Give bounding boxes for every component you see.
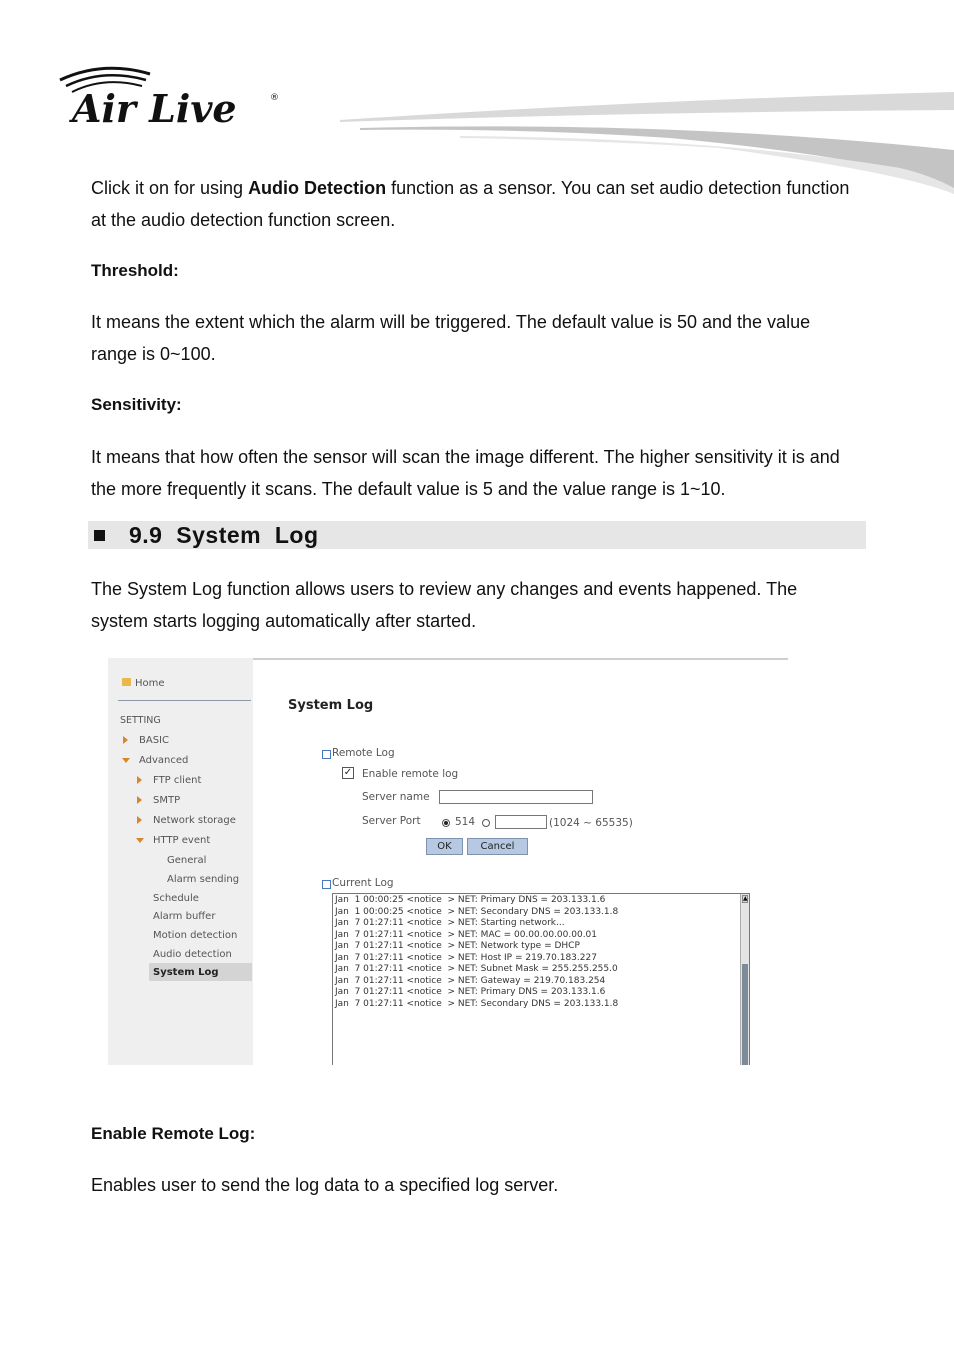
sidebar-item-network-storage[interactable]: Network storage: [153, 815, 236, 826]
collapse-arrow-icon[interactable]: [136, 838, 144, 843]
sidebar-item-alarm-buffer[interactable]: Alarm buffer: [153, 911, 216, 922]
sidebar-item-advanced[interactable]: Advanced: [139, 755, 189, 766]
enable-remote-log-checkbox[interactable]: ✓: [343, 767, 353, 778]
bullet-square-icon: [94, 530, 105, 541]
registered-mark: ®: [270, 93, 279, 103]
threshold-text: It means the extent which the alarm will be triggered. The default value is 50 and the value range is 0~100.: [91, 312, 811, 364]
system-log-description: The System Log function allows users to review any changes and events happened. The system starts logging automatically after started.: [91, 579, 798, 631]
section-title: 9.9 System Log: [129, 522, 319, 548]
server-name-input[interactable]: [439, 790, 593, 804]
sidebar-item-basic[interactable]: BASIC: [139, 735, 169, 746]
log-line: Jan 7 01:27:11 <notice > NET: Gateway = 219.70.183.254: [335, 975, 606, 986]
intro-paragraph: Click it on for using Audio Detection function as a sensor. You can set audio detection function at the audio detection function screen.: [91, 178, 850, 230]
sidebar-item-ftp-client[interactable]: FTP client: [153, 775, 202, 786]
enable-remote-log-heading: Enable Remote Log:: [91, 1124, 256, 1143]
log-line: Jan 1 00:00:25 <notice > NET: Secondary DNS = 203.133.1.8: [335, 906, 619, 917]
sidebar-item-motion-detection[interactable]: Motion detection: [153, 930, 238, 941]
log-scrollbar[interactable]: [740, 894, 749, 1065]
log-lines: [335, 895, 618, 1010]
enable-remote-log-label: Enable remote log: [362, 768, 459, 780]
current-log-label: Current Log: [332, 877, 394, 889]
expand-arrow-icon[interactable]: [123, 736, 128, 744]
sidebar-item-home[interactable]: Home: [135, 678, 165, 689]
sidebar-item-alarm-sending[interactable]: Alarm sending: [167, 874, 240, 885]
expand-arrow-icon[interactable]: [137, 776, 142, 784]
expand-arrow-icon[interactable]: [137, 816, 142, 824]
section-heading-bar: [88, 521, 866, 549]
settings-sidebar: [108, 658, 253, 1065]
log-line: Jan 7 01:27:11 <notice > NET: Starting network...: [335, 918, 565, 928]
sidebar-item-schedule[interactable]: Schedule: [153, 893, 199, 904]
top-divider: [253, 658, 788, 660]
sensitivity-heading: Sensitivity:: [91, 395, 182, 414]
enable-remote-log-text: Enables user to send the log data to a specified log server.: [91, 1175, 559, 1195]
collapse-arrow-icon[interactable]: [122, 758, 130, 763]
home-icon: [122, 678, 131, 686]
audio-detection-bold: Audio Detection: [248, 178, 387, 198]
server-name-label: Server name: [362, 791, 430, 803]
log-line: Jan 7 01:27:11 <notice > NET: Secondary DNS = 203.133.1.8: [335, 998, 619, 1009]
log-line: Jan 7 01:27:11 <notice > NET: Network type = DHCP: [335, 941, 580, 951]
sidebar-item-audio-detection[interactable]: Audio detection: [153, 949, 232, 960]
port-custom-radio[interactable]: [482, 819, 490, 827]
log-line: Jan 1 00:00:25 <notice > NET: Primary DNS = 203.133.1.6: [335, 895, 606, 905]
port-custom-input[interactable]: [495, 815, 547, 829]
sidebar-item-http-event[interactable]: HTTP event: [153, 835, 211, 846]
log-line: Jan 7 01:27:11 <notice > NET: Subnet Mask = 255.255.255.0: [335, 964, 618, 974]
ok-button[interactable]: OK: [426, 838, 463, 855]
sidebar-item-smtp[interactable]: SMTP: [153, 795, 181, 806]
sidebar-divider: [118, 700, 251, 701]
sidebar-setting-label: SETTING: [120, 715, 161, 726]
port-default-radio[interactable]: [442, 819, 450, 827]
remote-log-box-icon: [322, 750, 331, 759]
current-log-box-icon: [322, 880, 331, 889]
expand-arrow-icon[interactable]: [137, 796, 142, 804]
sidebar-item-general[interactable]: General: [167, 855, 207, 866]
system-log-screenshot: [108, 658, 844, 1065]
scroll-up-arrow-icon[interactable]: ▲: [743, 895, 748, 902]
remote-log-label: Remote Log: [332, 747, 395, 759]
log-line: Jan 7 01:27:11 <notice > NET: MAC = 00.00.00.00.00.01: [335, 929, 598, 940]
airlive-logo: [58, 62, 288, 132]
current-log-textarea[interactable]: [332, 893, 750, 1065]
cancel-button[interactable]: Cancel: [467, 838, 528, 855]
sensitivity-text: It means that how often the sensor will scan the image different. The higher sensitivity it is and the more frequently it scans. The default value is 5 and the value range is 1~10.: [91, 447, 840, 499]
log-line: Jan 7 01:27:11 <notice > NET: Primary DNS = 203.133.1.6: [335, 987, 606, 997]
system-log-title: System Log: [288, 698, 374, 713]
scrollbar-thumb[interactable]: [742, 964, 748, 1065]
threshold-heading: Threshold:: [91, 261, 179, 280]
port-default-value: 514: [455, 816, 476, 828]
port-range-hint: (1024 ~ 65535): [549, 817, 633, 829]
log-line: Jan 7 01:27:11 <notice > NET: Host IP = 219.70.183.227: [335, 952, 597, 963]
server-port-label: Server Port: [362, 815, 421, 827]
logo-text: Air Live: [72, 86, 237, 131]
sidebar-item-system-log[interactable]: System Log: [153, 967, 219, 978]
